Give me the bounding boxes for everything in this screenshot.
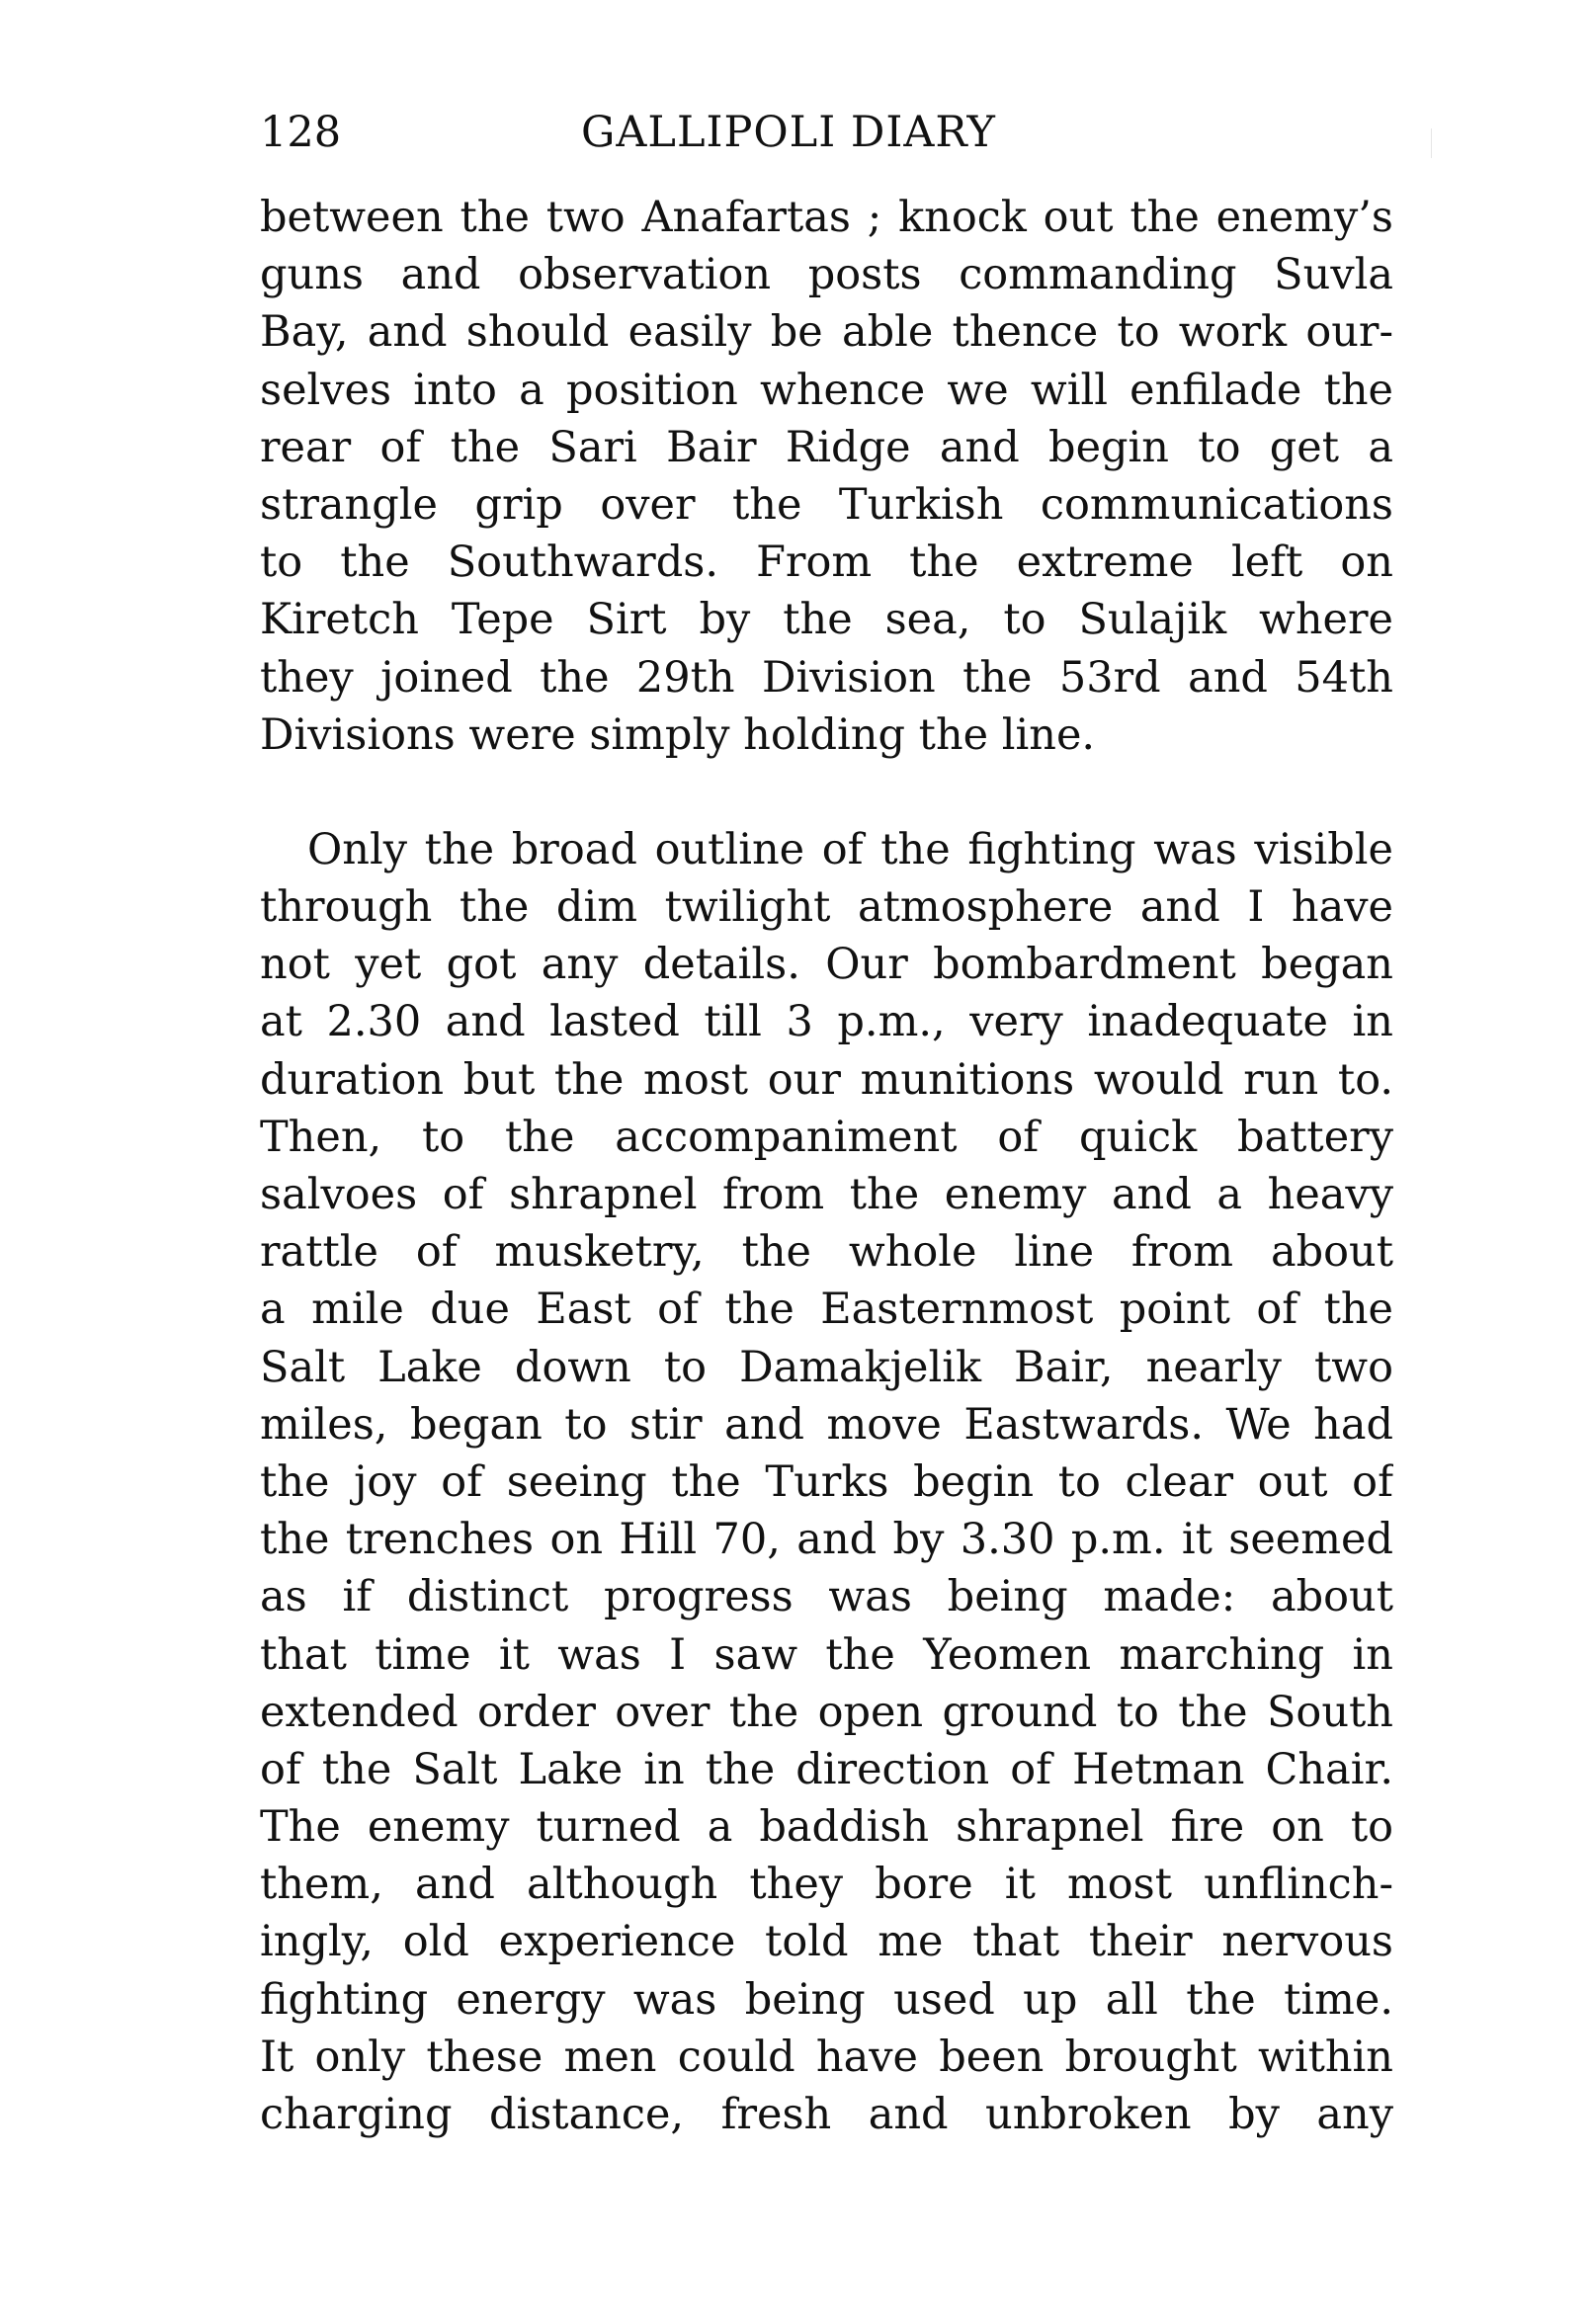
text-line: The enemy turned a baddish shrapnel fire on to — [260, 1802, 1393, 1853]
text-line: charging distance, fresh and unbroken by any — [260, 2090, 1393, 2139]
text-line: between the two Anafartas ; knock out the enemy’s — [260, 193, 1393, 242]
paragraph-1 — [260, 189, 1393, 764]
text-line: duration but the most our munitions would run to. — [260, 1054, 1393, 1105]
text-line: they joined the 29th Division the 53rd and 54th — [260, 652, 1393, 703]
text-line: strangle grip over the Turkish communications — [260, 479, 1393, 530]
text-line: fighting energy was being used up all the time. — [260, 1974, 1393, 2025]
text-line: rattle of musketry, the whole line from about — [260, 1227, 1393, 1278]
text-line: selves into a position whence we will enfilade the — [260, 365, 1393, 415]
running-title: GALLIPOLI DIARY — [581, 108, 996, 157]
text-line: that time it was I saw the Yeomen marching in — [260, 1629, 1393, 1680]
text-line: through the dim twilight atmosphere and I have — [260, 882, 1393, 933]
page-number: 128 — [260, 108, 342, 157]
paragraph-gap — [260, 764, 1393, 821]
text-line: Salt Lake down to Damakjelik Bair, nearly two — [260, 1342, 1393, 1392]
text-line: rear of the Sari Bair Ridge and begin to get a — [260, 422, 1393, 472]
text-line: the joy of seeing the Turks begin to clear out of — [260, 1456, 1393, 1507]
margin-mark — [1431, 128, 1432, 158]
body-text — [260, 189, 1393, 2143]
text-line: It only these men could have been brought within — [260, 2032, 1393, 2082]
text-line: the trenches on Hill 70, and by 3.30 p.m. it seemed — [260, 1515, 1393, 1565]
text-line: ingly, old experience told me that their nervous — [260, 1917, 1393, 1967]
text-line: guns and observation posts commanding Suvla — [260, 250, 1393, 300]
text-line: Divisions were simply holding the line. — [260, 709, 1096, 760]
text-line: salvoes of shrapnel from the enemy and a heavy — [260, 1170, 1393, 1219]
text-line: not yet got any details. Our bombardment began — [260, 940, 1393, 990]
text-line: Only the broad outline of the fighting was visible — [307, 824, 1393, 874]
paragraph-2 — [260, 821, 1393, 2143]
page-header — [260, 103, 1393, 162]
text-line: as if distinct progress was being made: about — [260, 1572, 1393, 1622]
text-line: at 2.30 and lasted till 3 p.m., very inadequate in — [260, 997, 1393, 1047]
text-line: Bay, and should easily be able thence to work our- — [260, 307, 1393, 358]
text-line: to the Southwards. From the extreme left on — [260, 538, 1393, 588]
text-line: of the Salt Lake in the direction of Hetman Chair. — [260, 1744, 1393, 1794]
text-line: a mile due East of the Easternmost point of the — [260, 1285, 1393, 1335]
text-line: extended order over the open ground to the South — [260, 1687, 1393, 1737]
text-line: miles, began to stir and move Eastwards. We had — [260, 1399, 1393, 1450]
text-line: them, and although they bore it most unflinch- — [260, 1860, 1393, 1910]
text-line: Then, to the accompaniment of quick battery — [260, 1112, 1393, 1162]
text-line: Kiretch Tepe Sirt by the sea, to Sulajik where — [260, 595, 1393, 645]
